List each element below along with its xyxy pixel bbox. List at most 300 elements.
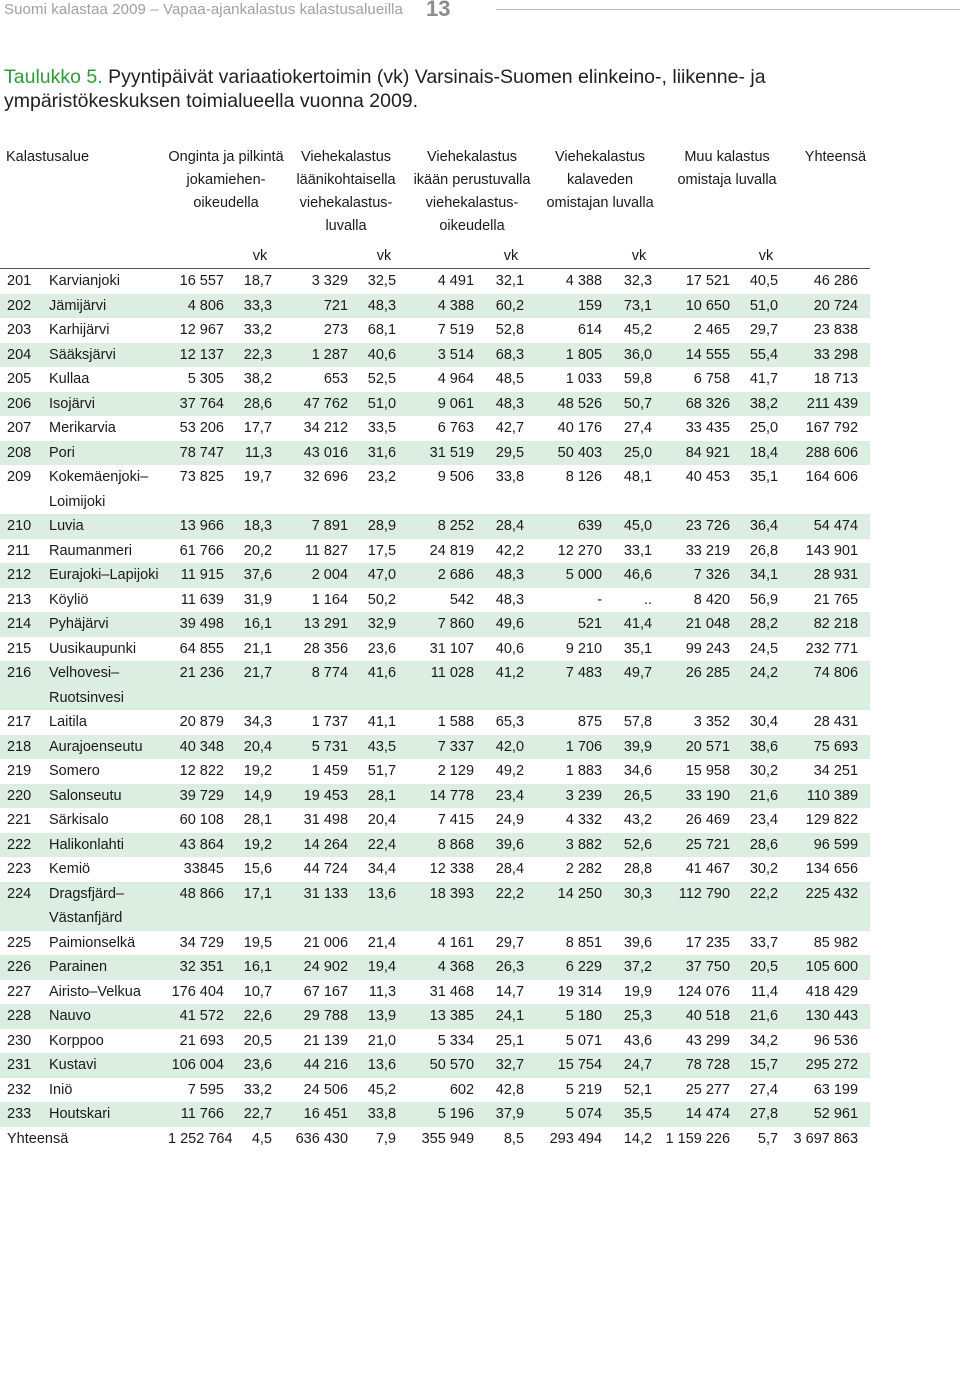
value-cell: 21 048 [664,612,742,637]
area-name: Karvianjoki [49,273,120,289]
table-row [0,539,870,564]
value-cell: 28,6 [742,833,790,858]
value-cell: 7 519 [437,322,475,338]
value-cell: 28,4 [486,514,536,539]
area-code: 207 [7,420,32,436]
value-cell: 1 588 [437,714,475,730]
value-cell: 42,0 [486,735,536,760]
total-value-cell: 355 949 [421,1130,475,1147]
area-code: 202 [0,294,44,319]
value-cell: 50,7 [614,392,664,417]
value-cell: 48 866 [168,882,236,931]
value-cell: 105 600 [790,955,870,980]
area-code: 215 [7,640,32,657]
value-cell: 875 [577,714,603,730]
value-cell: 49,6 [486,612,536,637]
value-cell: 67 167 [303,983,349,1000]
value-cell: 34,4 [367,861,397,877]
total-label: Yhteensä [7,1130,69,1147]
area-name: Laitila [49,714,87,730]
value-cell: 15,6 [243,861,273,877]
total-value-cell: 636 430 [295,1130,349,1147]
value-cell: 37,6 [236,563,284,588]
area-name: Nauvo [44,1004,168,1029]
caption-text: Pyyntipäivät variaatiokertoimin (vk) Varsinais-Suomen elinkeino-, liikenne- ja ympäristökeskuksen toimialueella vuonna 2009. [4,66,766,112]
area-name: Airisto–Velkua [49,983,141,1000]
value-cell: 5 334 [437,1032,475,1049]
value-cell: 31,9 [243,591,273,608]
value-cell: 14 250 [536,882,614,931]
table-row [0,612,870,637]
value-cell: 47 762 [284,392,360,417]
value-cell: 85 982 [813,934,859,951]
value-cell: 45,2 [367,1081,397,1098]
value-cell: 112 790 [664,882,742,931]
value-cell: 14 555 [664,343,742,368]
value-cell: 33845 [183,861,224,877]
value-cell: 32,1 [495,273,525,289]
value-cell: 32,9 [360,612,408,637]
value-cell: 4 388 [408,294,486,319]
area-code: 219 [7,763,32,779]
value-cell: 24,2 [742,661,790,710]
table-row [0,784,870,809]
value-cell: 96 599 [790,833,870,858]
value-cell: 4 161 [437,934,475,951]
value-cell: 53 206 [179,420,224,436]
value-cell: 4 368 [408,955,486,980]
value-cell: 288 606 [790,441,870,466]
area-name: Paimionselkä [49,934,136,951]
value-cell: 9 210 [565,640,603,657]
value-cell: 10,7 [243,983,273,1000]
value-cell: 17 521 [685,273,731,289]
value-cell: 4 806 [168,294,236,319]
value-cell: 23 726 [664,514,742,539]
value-cell: 134 656 [805,861,859,877]
value-cell: 5 219 [565,1081,603,1098]
value-cell: 28 356 [303,640,349,657]
value-cell: 18 393 [408,882,486,931]
value-cell: 1 805 [536,343,614,368]
value-cell: 24,9 [495,812,525,828]
value-cell: 34,3 [243,714,273,730]
value-cell: 4 964 [437,371,475,387]
value-cell: 614 [577,322,603,338]
value-cell: 51,7 [367,763,397,779]
value-cell: 9 506 [437,469,475,485]
value-cell: 52,6 [614,833,664,858]
total-value-cell: 1 252 764 [168,1130,233,1147]
value-cell: 124 076 [677,983,731,1000]
area-code: 216 [0,661,44,710]
value-cell: 159 [536,294,614,319]
value-cell: 25 277 [685,1081,731,1098]
area-code: 221 [7,812,32,828]
value-cell: 25,1 [495,1032,525,1049]
value-cell: 34 729 [179,934,224,951]
value-cell: 11 827 [304,542,349,559]
table-row [0,269,870,294]
area-code: 217 [7,714,32,730]
value-cell: 8 868 [408,833,486,858]
value-cell: 29,7 [495,934,525,951]
value-cell: 16 557 [179,273,224,289]
area-name: Sääksjärvi [44,343,168,368]
value-cell: 28,1 [243,812,273,828]
value-cell: 2 282 [565,861,603,877]
value-cell: 1 287 [284,343,360,368]
value-cell: 15,7 [742,1053,790,1078]
value-cell: 44 724 [303,861,349,877]
value-cell: 51,0 [742,294,790,319]
area-name: Isojärvi [44,392,168,417]
area-code: 218 [0,735,44,760]
value-cell: 29 788 [284,1004,360,1029]
value-cell: 37 764 [168,392,236,417]
area-code: 201 [7,273,32,289]
value-cell: 33,5 [367,420,397,436]
value-cell: 33,2 [243,1081,273,1098]
value-cell: 39 729 [168,784,236,809]
value-cell: 68,3 [486,343,536,368]
value-cell: 23 838 [813,322,859,338]
value-cell: 33 190 [664,784,742,809]
value-cell: 11,3 [368,983,397,1000]
value-cell: 24,1 [486,1004,536,1029]
area-code: 203 [7,322,32,338]
value-cell: 721 [284,294,360,319]
area-code: 211 [7,542,31,559]
value-cell: 21 765 [813,591,859,608]
value-cell: 37,9 [486,1102,536,1127]
value-cell: 25,3 [614,1004,664,1029]
value-cell: 31 133 [284,882,360,931]
value-cell: 9 061 [408,392,486,417]
value-cell: 56,9 [749,591,779,608]
value-cell: 24,5 [749,640,779,657]
area-name: Luvia [44,514,168,539]
value-cell: 21 006 [303,934,349,951]
value-cell: 50 403 [536,441,614,466]
value-cell: 29,5 [486,441,536,466]
value-cell: 3 239 [536,784,614,809]
caption-label: Taulukko 5. [4,66,103,88]
value-cell: 2 129 [437,763,475,779]
value-cell: 12 137 [168,343,236,368]
value-cell: 11 028 [408,661,486,710]
area-code: 226 [0,955,44,980]
value-cell: .. [643,591,653,608]
value-cell: 14,7 [495,983,525,1000]
unit-vk: vk [360,244,408,269]
total-value-cell: 7,9 [375,1130,397,1147]
value-cell: 295 272 [790,1053,870,1078]
value-cell: 42,8 [495,1081,525,1098]
value-cell: 13 966 [168,514,236,539]
value-cell: 19,2 [236,833,284,858]
table-row [0,857,870,882]
value-cell: 28 431 [813,714,859,730]
fishing-days-table [0,142,870,1151]
value-cell: 73,1 [614,294,664,319]
value-cell: 4 332 [565,812,603,828]
value-cell: 110 389 [790,784,870,809]
value-cell: 27,4 [623,420,653,436]
area-code: 206 [0,392,44,417]
value-cell: 50,2 [367,591,397,608]
value-cell: 24 506 [303,1081,349,1098]
value-cell: 10 650 [664,294,742,319]
value-cell: 22,4 [360,833,408,858]
value-cell: 26 469 [685,812,731,828]
total-value-cell: 8,5 [503,1130,525,1147]
area-name: Jämijärvi [44,294,168,319]
value-cell: 2 004 [284,563,360,588]
value-cell: 38,2 [243,371,273,387]
value-cell: 43 299 [685,1032,731,1049]
value-cell: 65,3 [495,714,525,730]
area-name: Korppoo [49,1032,104,1049]
value-cell: 25 721 [664,833,742,858]
total-value-cell: 3 697 863 [793,1130,859,1147]
area-name: Karhijärvi [49,322,110,338]
value-cell: 33,2 [243,322,273,338]
value-cell: 521 [536,612,614,637]
value-cell: 22,2 [742,882,790,931]
value-cell: 43,5 [360,735,408,760]
table-row [0,318,870,343]
table-row [0,416,870,441]
value-cell: 1 883 [565,763,603,779]
value-cell: 26 285 [664,661,742,710]
value-cell: 20 724 [790,294,870,319]
value-cell: 40 453 [685,469,731,485]
value-cell: 6 763 [437,420,475,436]
value-cell: 21,0 [367,1032,397,1049]
value-cell: 34,1 [742,563,790,588]
value-cell: 1 706 [536,735,614,760]
value-cell: 232 771 [805,640,859,657]
area-code: 213 [7,591,32,608]
value-cell: 23,6 [367,640,397,657]
area-code: 230 [7,1032,32,1049]
area-name: Köyliö [49,591,89,608]
table-row [0,1078,870,1103]
value-cell: 602 [449,1081,475,1098]
value-cell: 8 252 [408,514,486,539]
value-cell: 6 229 [536,955,614,980]
value-cell: 8 420 [693,591,731,608]
value-cell: 64 855 [179,640,224,657]
value-cell: 61 766 [179,542,224,559]
value-cell: 35,5 [614,1102,664,1127]
unit-vk: vk [236,244,284,269]
value-cell: 38,2 [742,392,790,417]
value-cell: 52,5 [367,371,397,387]
value-cell: 7 891 [284,514,360,539]
value-cell: 8 126 [565,469,603,485]
area-code: 232 [7,1081,32,1098]
value-cell: 54 474 [790,514,870,539]
header-laani: Viehekalastus läänikohtaisella viehekalastus- luvalla [296,149,396,234]
value-cell: 27,4 [749,1081,779,1098]
value-cell: 28,4 [495,861,525,877]
table-body [0,269,870,1152]
value-cell: 43 864 [168,833,236,858]
value-cell: 23,6 [236,1053,284,1078]
value-cell: 45,2 [623,322,653,338]
table-row [0,808,870,833]
value-cell: 33,3 [236,294,284,319]
value-cell: 5 180 [536,1004,614,1029]
value-cell: 21,6 [742,784,790,809]
total-row [0,1127,870,1152]
area-name: Kustavi [44,1053,168,1078]
value-cell: 48,5 [495,371,525,387]
value-cell: 30,2 [749,861,779,877]
value-cell: 57,8 [623,714,653,730]
value-cell: 20 879 [179,714,224,730]
value-cell: 59,8 [623,371,653,387]
value-cell: 48,1 [623,469,653,485]
value-cell: 37 750 [664,955,742,980]
value-cell: 41,4 [614,612,664,637]
value-cell: 20,5 [742,955,790,980]
value-cell: 6 758 [693,371,731,387]
value-cell: 23,2 [367,469,397,485]
value-cell: 25,0 [749,420,779,436]
value-cell: 18,7 [243,273,273,289]
value-cell: 42,7 [495,420,525,436]
value-cell: 1 164 [311,591,349,608]
value-cell: 43 016 [284,441,360,466]
value-cell: 22,7 [236,1102,284,1127]
value-cell: 41 467 [685,861,731,877]
area-name: Eurajoki–Lapijoki [44,563,168,588]
area-code: 212 [0,563,44,588]
header-ika: Viehekalastus ikään perustuvalla viehekalastus- oikeudella [413,149,531,234]
value-cell: 20 571 [664,735,742,760]
area-code: 220 [0,784,44,809]
value-cell: 14 474 [664,1102,742,1127]
value-cell: 3 352 [693,714,731,730]
value-cell: 26,5 [614,784,664,809]
value-cell: 28,2 [742,612,790,637]
table-row [0,1029,870,1054]
value-cell: 23,4 [486,784,536,809]
area-code: 209 [7,469,32,485]
value-cell: 19,2 [243,763,273,779]
area-code: 224 [0,882,44,931]
value-cell: 19,9 [623,983,653,1000]
value-cell: 20,4 [236,735,284,760]
value-cell: 34 251 [813,763,859,779]
value-cell: 418 429 [805,983,859,1000]
value-cell: 5 196 [408,1102,486,1127]
total-value-cell: 293 494 [549,1130,603,1147]
value-cell: 36,0 [614,343,664,368]
table-row [0,637,870,662]
running-title: Suomi kalastaa 2009 – Vapaa-ajankalastus kalastusalueilla [4,1,404,18]
value-cell: 63 199 [813,1081,859,1098]
running-head [0,0,960,30]
value-cell: 1 737 [311,714,349,730]
table-row [0,1102,870,1127]
area-code: 210 [0,514,44,539]
value-cell: 33,8 [495,469,525,485]
value-cell: 21,6 [742,1004,790,1029]
value-cell: 16,1 [236,955,284,980]
value-cell: 11 766 [168,1102,236,1127]
value-cell: 32,7 [486,1053,536,1078]
value-cell: 17 235 [685,934,731,951]
table-row [0,465,870,514]
value-cell: 1 459 [311,763,349,779]
value-cell: 20,5 [243,1032,273,1049]
value-cell: 129 822 [805,812,859,828]
value-cell: 8 851 [565,934,603,951]
value-cell: 19 314 [557,983,603,1000]
area-name: Pyhäjärvi [44,612,168,637]
value-cell: 22,6 [236,1004,284,1029]
value-cell: 2 465 [693,322,731,338]
value-cell: 73 825 [179,469,224,485]
area-name: Raumanmeri [49,542,132,559]
value-cell: 7 415 [437,812,475,828]
value-cell: 31 468 [429,983,475,1000]
table-row [0,441,870,466]
value-cell: 5 074 [536,1102,614,1127]
value-cell: 48,3 [495,591,525,608]
value-cell: 43,2 [623,812,653,828]
value-cell: 29,7 [749,322,779,338]
area-name: Kemiö [49,861,91,877]
header-rule [496,9,960,10]
header-muu: Muu kalastus omistaja luvalla [677,149,777,188]
value-cell: 68 326 [664,392,742,417]
value-cell: 48,3 [486,392,536,417]
value-cell: 40 518 [664,1004,742,1029]
value-cell: 43,6 [623,1032,653,1049]
value-cell: 14 264 [284,833,360,858]
value-cell: 51,0 [360,392,408,417]
value-cell: 639 [536,514,614,539]
value-cell: 26,8 [749,542,779,559]
area-code: 205 [7,371,32,387]
value-cell: 211 439 [790,392,870,417]
value-cell: 21 139 [303,1032,349,1049]
area-code: 225 [7,934,32,951]
value-cell: 33,1 [623,542,653,559]
value-cell: 33,8 [360,1102,408,1127]
value-cell: 31 519 [408,441,486,466]
value-cell: 40,6 [360,343,408,368]
page-number: 13 [426,0,451,21]
table-row [0,931,870,956]
total-value-cell: 5,7 [757,1130,779,1147]
value-cell: 32 351 [168,955,236,980]
value-cell: 19,5 [243,934,273,951]
value-cell: 34,6 [623,763,653,779]
value-cell: 225 432 [790,882,870,931]
value-cell: 106 004 [168,1053,236,1078]
value-cell: 26,3 [486,955,536,980]
value-cell: - [597,591,603,608]
area-name: Iniö [49,1081,73,1098]
value-cell: 31 107 [429,640,475,657]
value-cell: 78 747 [168,441,236,466]
